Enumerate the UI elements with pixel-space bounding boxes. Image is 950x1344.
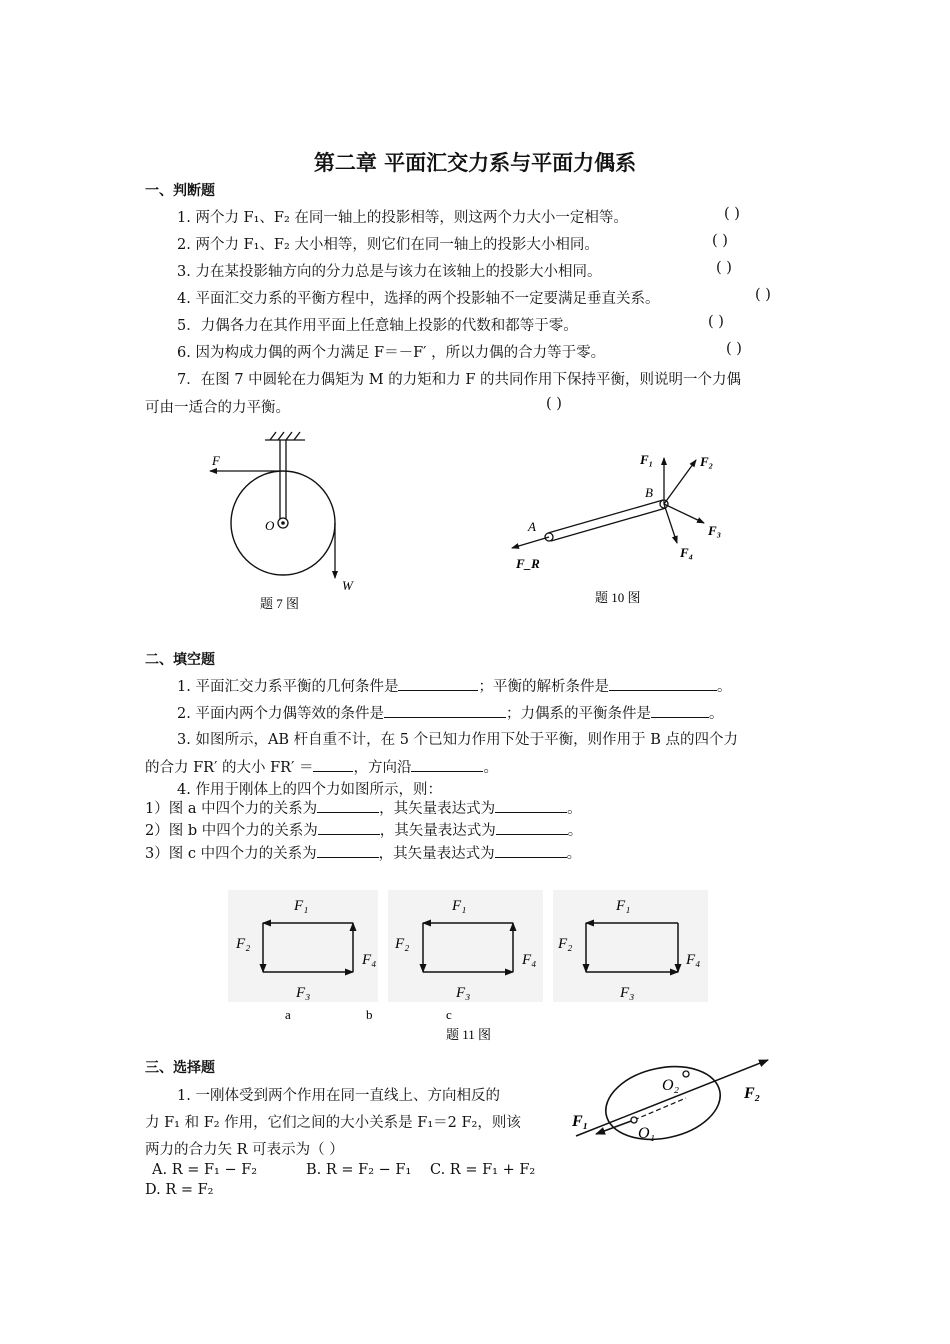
option-b[interactable]: B. R = F₂ − F₁ [306,1162,412,1178]
fill-q4-sub-1: 1）图 a 中四个力的关系为 ，其矢量表达式为 。 [145,797,582,818]
ceiling-hatch [265,432,305,440]
label-F2: F₂ [700,454,714,469]
answer-blank[interactable] [651,703,709,718]
label-F4: F₄ [680,545,694,560]
fill-q4-sub-2: 2）图 b 中四个力的关系为 ，其矢量表达式为 。 [145,819,582,840]
answer-bracket: ( ) [708,314,724,330]
option-a[interactable]: A. R = F₁ − F₂ [152,1162,258,1178]
point-O1 [631,1117,637,1123]
sub-label-b: b [366,1007,373,1022]
page-title: 第二章 平面汇交力系与平面力偶系 [313,151,637,175]
arrow-FR [512,537,549,548]
choice-q1-line-2: 力 F₁ 和 F₂ 作用，它们之间的大小关系是 F₁＝2 F₂，则该 [145,1115,521,1131]
label-F2: F₂ [236,936,251,952]
label-F3: F₃ [456,985,471,1001]
label-F1: F₁ [572,1113,589,1130]
option-c[interactable]: C. R = F₁ + F₂ [430,1162,536,1178]
answer-blank[interactable] [609,676,717,691]
answer-bracket: ( ) [724,206,740,222]
judge-item-7: 7．在图 7 中圆轮在力偶矩为 M 的力矩和力 F 的共同作用下保持平衡，则说明一个力偶 [177,372,742,388]
sub-label-a: a [285,1007,291,1022]
answer-blank[interactable] [495,798,567,813]
judge-item-5: 5．力偶各力在其作用平面上任意轴上投影的代数和都等于零。 [177,318,578,334]
rigid-body [599,1057,727,1150]
line-of-action [576,1060,768,1136]
label-F1: F₁ [616,898,631,914]
label-A: A [528,519,536,534]
answer-blank[interactable] [384,703,506,718]
figure-caption: 题 7 图 [260,596,300,611]
fill-q3: 3. 如图所示，AB 杆自重不计，在 5 个已知力作用下处于平衡，则作用于 B 点的四个力 [177,732,738,748]
label-O: O [265,518,275,533]
section-heading-fill: 二、填空题 [145,652,215,668]
fill-q4-sub-3: 3）图 c 中四个力的关系为 ，其矢量表达式为 。 [145,842,581,863]
figure-10 [500,440,740,610]
fill-q4: 4. 作用于刚体上的四个力如图所示，则： [177,782,442,798]
rod-AB [548,500,666,541]
answer-bracket: ( ) [755,287,771,303]
answer-blank[interactable] [313,757,353,772]
figure-caption: 题 11 图 [446,1027,492,1042]
label-F1: F₁ [640,452,654,467]
label-B: B [645,485,653,500]
label-F2: F₂ [744,1085,761,1102]
judge-item-1: 1. 两个力 F₁、F₂ 在同一轴上的投影相等，则这两个力大小一定相等。 [177,210,628,226]
answer-blank[interactable] [496,820,568,835]
label-O2: O₂ [662,1077,680,1094]
answer-bracket: ( ) [712,233,728,249]
answer-blank[interactable] [411,757,483,772]
label-F1: F₁ [294,898,309,914]
judge-item-2: 2. 两个力 F₁、F₂ 大小相等，则它们在同一轴上的投影大小相同。 [177,237,599,253]
label-F4: F₄ [522,952,537,968]
judge-item-7-cont: 可由一适合的力平衡。 [145,400,290,416]
judge-item-4: 4. 平面汇交力系的平衡方程中，选择的两个投影轴不一定要满足垂直关系。 [177,291,660,307]
label-F3: F₃ [296,985,311,1001]
arrow-F2 [664,460,696,504]
fill-q2: 2. 平面内两个力偶等效的条件是 ；力偶系的平衡条件是 。 [177,702,723,723]
answer-blank[interactable] [495,843,567,858]
option-d[interactable]: D. R = F₂ [145,1182,214,1198]
fill-q3-cont: 的合力 FR′ 的大小 FR′ ＝ ，方向沿 。 [145,756,498,777]
sub-label-c: c [446,1007,452,1022]
label-W: W [342,578,353,593]
figure-caption: 题 10 图 [595,590,641,605]
label-FR: F_R [516,556,540,571]
answer-bracket: ( ) [716,260,732,276]
figure-7 [200,428,380,618]
label-F3: F₃ [708,523,722,538]
choice-q1-line-1: 1. 一刚体受到两个作用在同一直线上、方向相反的 [177,1088,500,1104]
label-O1: O₁ [638,1125,656,1142]
choice-figure [568,1058,788,1158]
judge-item-6: 6. 因为构成力偶的两个力满足 F＝－F′ ，所以力偶的合力等于零。 [177,345,606,361]
label-F1: F₁ [452,898,467,914]
figure-11 [228,888,708,1048]
hanger-bar [280,440,286,520]
answer-blank[interactable] [317,798,379,813]
judge-item-3: 3. 力在某投影轴方向的分力总是与该力在该轴上的投影大小相同。 [177,264,602,280]
answer-bracket: ( ) [546,396,562,412]
label-F4: F₄ [362,952,377,968]
label-F2: F₂ [558,936,573,952]
label-F2: F₂ [395,936,410,952]
label-F3: F₃ [620,985,635,1001]
label-F: F [212,453,220,468]
section-heading-judge: 一、判断题 [145,183,215,199]
label-F4: F₄ [686,952,701,968]
answer-blank[interactable] [317,843,379,858]
answer-blank[interactable] [318,820,380,835]
section-heading-choice: 三、选择题 [145,1060,215,1076]
point-O2 [683,1071,689,1077]
answer-blank[interactable] [398,676,478,691]
fill-q1: 1. 平面汇交力系平衡的几何条件是 ；平衡的解析条件是 。 [177,675,731,696]
answer-bracket: ( ) [726,341,742,357]
choice-q1-line-3: 两力的合力矢 R 可表示为（ ） [145,1142,344,1158]
